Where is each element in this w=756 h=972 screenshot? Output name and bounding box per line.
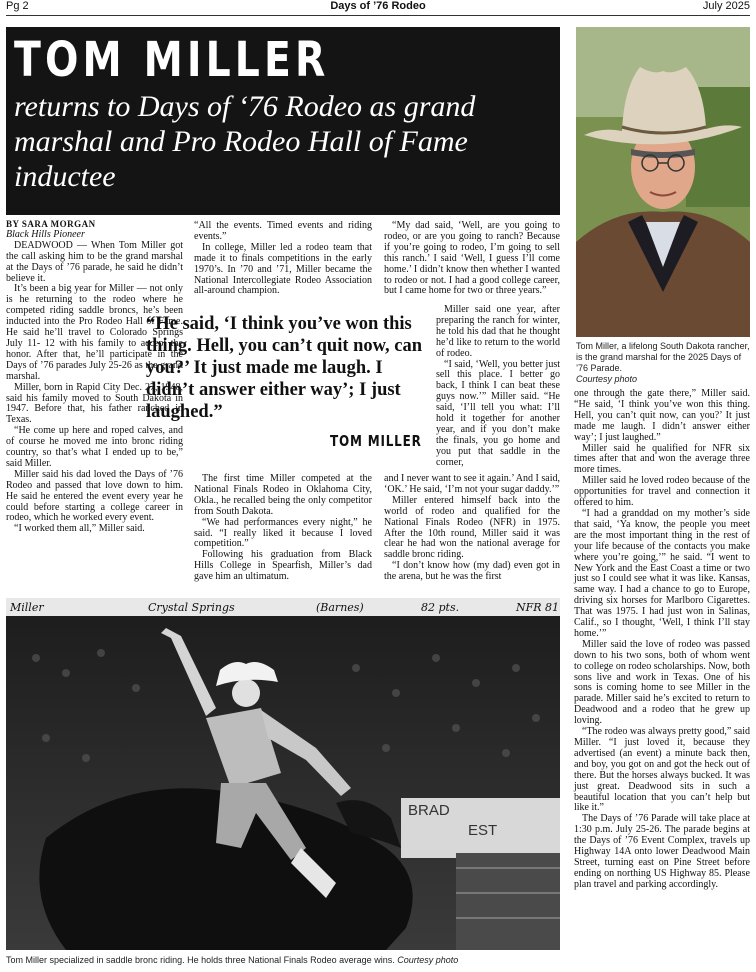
article-column-3-bottom (384, 474, 560, 583)
paragraph: Following his graduation from Black Hills College in Spearfish, Miller’s dad gave him an ultimatum. (194, 549, 372, 583)
pull-quote: “He said, ‘I think you’ve won this thing. Hell, you can’t quit now, can you?’ It just made me laugh. I didn’t answer either way’; I just laughed.” (146, 314, 423, 422)
rodeo-photo (6, 598, 560, 950)
paragraph: DEADWOOD — When Tom Miller got the call asking him to be the grand marshal at the Days of ’76 parade, he said he didn’t believe it. (6, 239, 183, 284)
portrait-credit: Courtesy photo (576, 374, 638, 384)
headline-name: TOM MILLER (14, 32, 330, 88)
portrait-caption: Tom Miller, a lifelong South Dakota rancher, is the grand marshal for the 2025 Days of ’76 Parade. Courtesy photo (576, 341, 750, 384)
paragraph: Miller said the love of rodeo was passed down to his two sons, both of whom went to college on rodeo scholarships. Now, both sons live and work in Texas. One of his sons is coming home to see Miller in the parade. Miller said he’s excited to return to Deadwood and a rodeo that he grew up loving. (574, 638, 750, 727)
paragraph: “All the events. Timed events and riding events.” (194, 220, 372, 242)
page-number: Pg 2 (6, 0, 29, 12)
photo-label: 82 pts. (421, 601, 460, 614)
headline-subtitle: returns to Days of ‘76 Rodeo as grand marshal and Pro Rodeo Hall of Fame inductee (14, 90, 476, 193)
arena-sign: BRAD (408, 802, 450, 819)
paragraph: The first time Miller competed at the National Finals Rodeo in Oklahoma City, Okla., he recalled being the only competitor from South Dakota. (194, 473, 372, 517)
portrait-photo (576, 27, 750, 337)
paragraph: and I never want to see it again.’ And I said, ‘OK.’ He said, ‘I’m not your sugar daddy.’” (384, 473, 560, 495)
paragraph: The Days of ’76 Parade will take place at 1:30 p.m. July 25-26. The parade begins at the Days of ’76 Event Complex, travels up Highway 14A onto lower Deadwood Main Street, turning east on Pine Street before ending on northing US Highway 85. Please plan travel and parking accordingly. (574, 813, 750, 890)
paragraph: “He come up here and roped calves, and of course he moved me into bronc riding country, so that’s what I ended up to be,” said Miller. (6, 425, 183, 469)
arena-sign: EST (468, 822, 498, 839)
paragraph: “My dad said, ‘Well, are you going to rodeo, or are you going to ranch? Because if you’re going to rodeo, I’m going to sell this ranch.’ I said ‘Well, I guess I’ll come home.’ I didn’t know then whether I wanted to rodeo or not. I had a good college career, but I came home for two or three years.” (384, 220, 560, 297)
section-title: Days of ’76 Rodeo (330, 0, 426, 12)
paragraph: Miller entered himself back into the world of rodeo and qualified for the National Finals Rodeo (NFR) in 1975. After the 10th round, Miller said it was clear he had won the national average for saddle bronc riding. (384, 494, 560, 561)
paragraph: “I had a granddad on my mother’s side that said, ‘Ya know, the people you meet are the most important thing in the rest of your life because of the contacts you make where you’re going,’” he said. “I went to New York and the East Coast a time or two just so I could see what it was like. Kansas, same way. I had a chance to go to Europe, driving six horses for Marlboro Cigarettes. That was 1975. I had just won in Salinas, Calif., so I thought, ‘Well, I think I’ll stay home.’” (574, 507, 750, 639)
paragraph: Miller said one year, after preparing the ranch for winter, he told his dad that he thought he’d like to return to the world of rodeo. (436, 304, 560, 359)
article-column-3-top (384, 221, 560, 297)
article-column-4 (574, 389, 750, 891)
article-column-2-top (194, 221, 372, 297)
photo-credit: Courtesy photo (397, 955, 459, 965)
paragraph: Miller, born in Rapid City Dec. 27, 1948, said his family moved to South Dakota in 1947. Before that, his father ranched in Texas. (6, 381, 183, 426)
paragraph: “I worked them all,” Miller said. (14, 523, 145, 535)
photo-label: Crystal Springs (148, 601, 235, 614)
paragraph: It’s been a big year for Miller — not only is he returning to the rodeo where he competed riding saddle broncs, he’s been inducted into the Pro Rodeo Hall of Fame. He said he’ll travel to Colorado Springs July 11- 12 with his family to accept the honor. After that, he’ll participate in the Days of ’76 parades July 25-26 as the grand marshal. (6, 283, 183, 382)
paragraph: “I said, ‘Well, you better just sell this place. I better go back, I think I can beat these guys now.’” Miller said. “He said, ‘I’ll tell you what: I’ll hold it together for another year, and if you don’t make the finals, you go home and you put that saddle in the corner, (436, 358, 560, 468)
photo-label: Miller (10, 601, 44, 614)
photo-label: (Barnes) (316, 601, 364, 614)
paragraph: “I don’t know how (my dad) even got in the arena, but he was the first (384, 560, 560, 583)
headline-block (6, 27, 560, 215)
paragraph: Miller said he loved rodeo because of the opportunities for travel and connection it offered to him. (574, 475, 750, 509)
article-column-2-bottom (194, 474, 372, 583)
paragraph: one through the gate there,” Miller said. “He said, ‘I think you’ve won this thing. Hell, you can’t quit now, can you?’ It just made me laugh. I didn’t answer either way’; I just laughed.” (574, 388, 750, 443)
photo-caption: Tom Miller specialized in saddle bronc riding. He holds three National Finals Rodeo average wins. Courtesy photo (6, 955, 459, 965)
paragraph: In college, Miller led a rodeo team that made it to finals competitions in the early 1970’s. In ’70 and ’71, Miller became the National Intercollegiate Rodeo Association all-around champion. (194, 241, 372, 297)
issue-date: July 2025 (702, 0, 750, 12)
photo-label: NFR 81 (516, 601, 560, 614)
paragraph: Miller said he qualified for NFR six times after that and won the average three more times. (574, 442, 750, 476)
header-rule (6, 15, 750, 16)
page-header (0, 0, 756, 14)
byline-publication: Black Hills Pioneer (6, 228, 85, 240)
paragraph: “The rodeo was always pretty good,” said Miller. “I just loved it, because they advertised (an event) a minute back then, and boy, you got on and got the heck out of there. But the horses always bucked. It was just great. Deadwood sits in such a beautiful location that you can’t help but like it.” (574, 726, 750, 814)
paragraph: Miller said his dad loved the Days of ’76 Rodeo and passed that love down to him. He said he entered the event every year he could before starting a college career in rodeo, which he worked every event. (6, 468, 183, 524)
pull-quote-attribution: TOM MILLER (330, 432, 422, 450)
byline-author: BY SARA MORGAN (6, 219, 96, 229)
paragraph: “We had performances every night,” he said. “I really liked it because I loved competition.” (194, 516, 372, 550)
article-column-3-middle (436, 305, 560, 469)
